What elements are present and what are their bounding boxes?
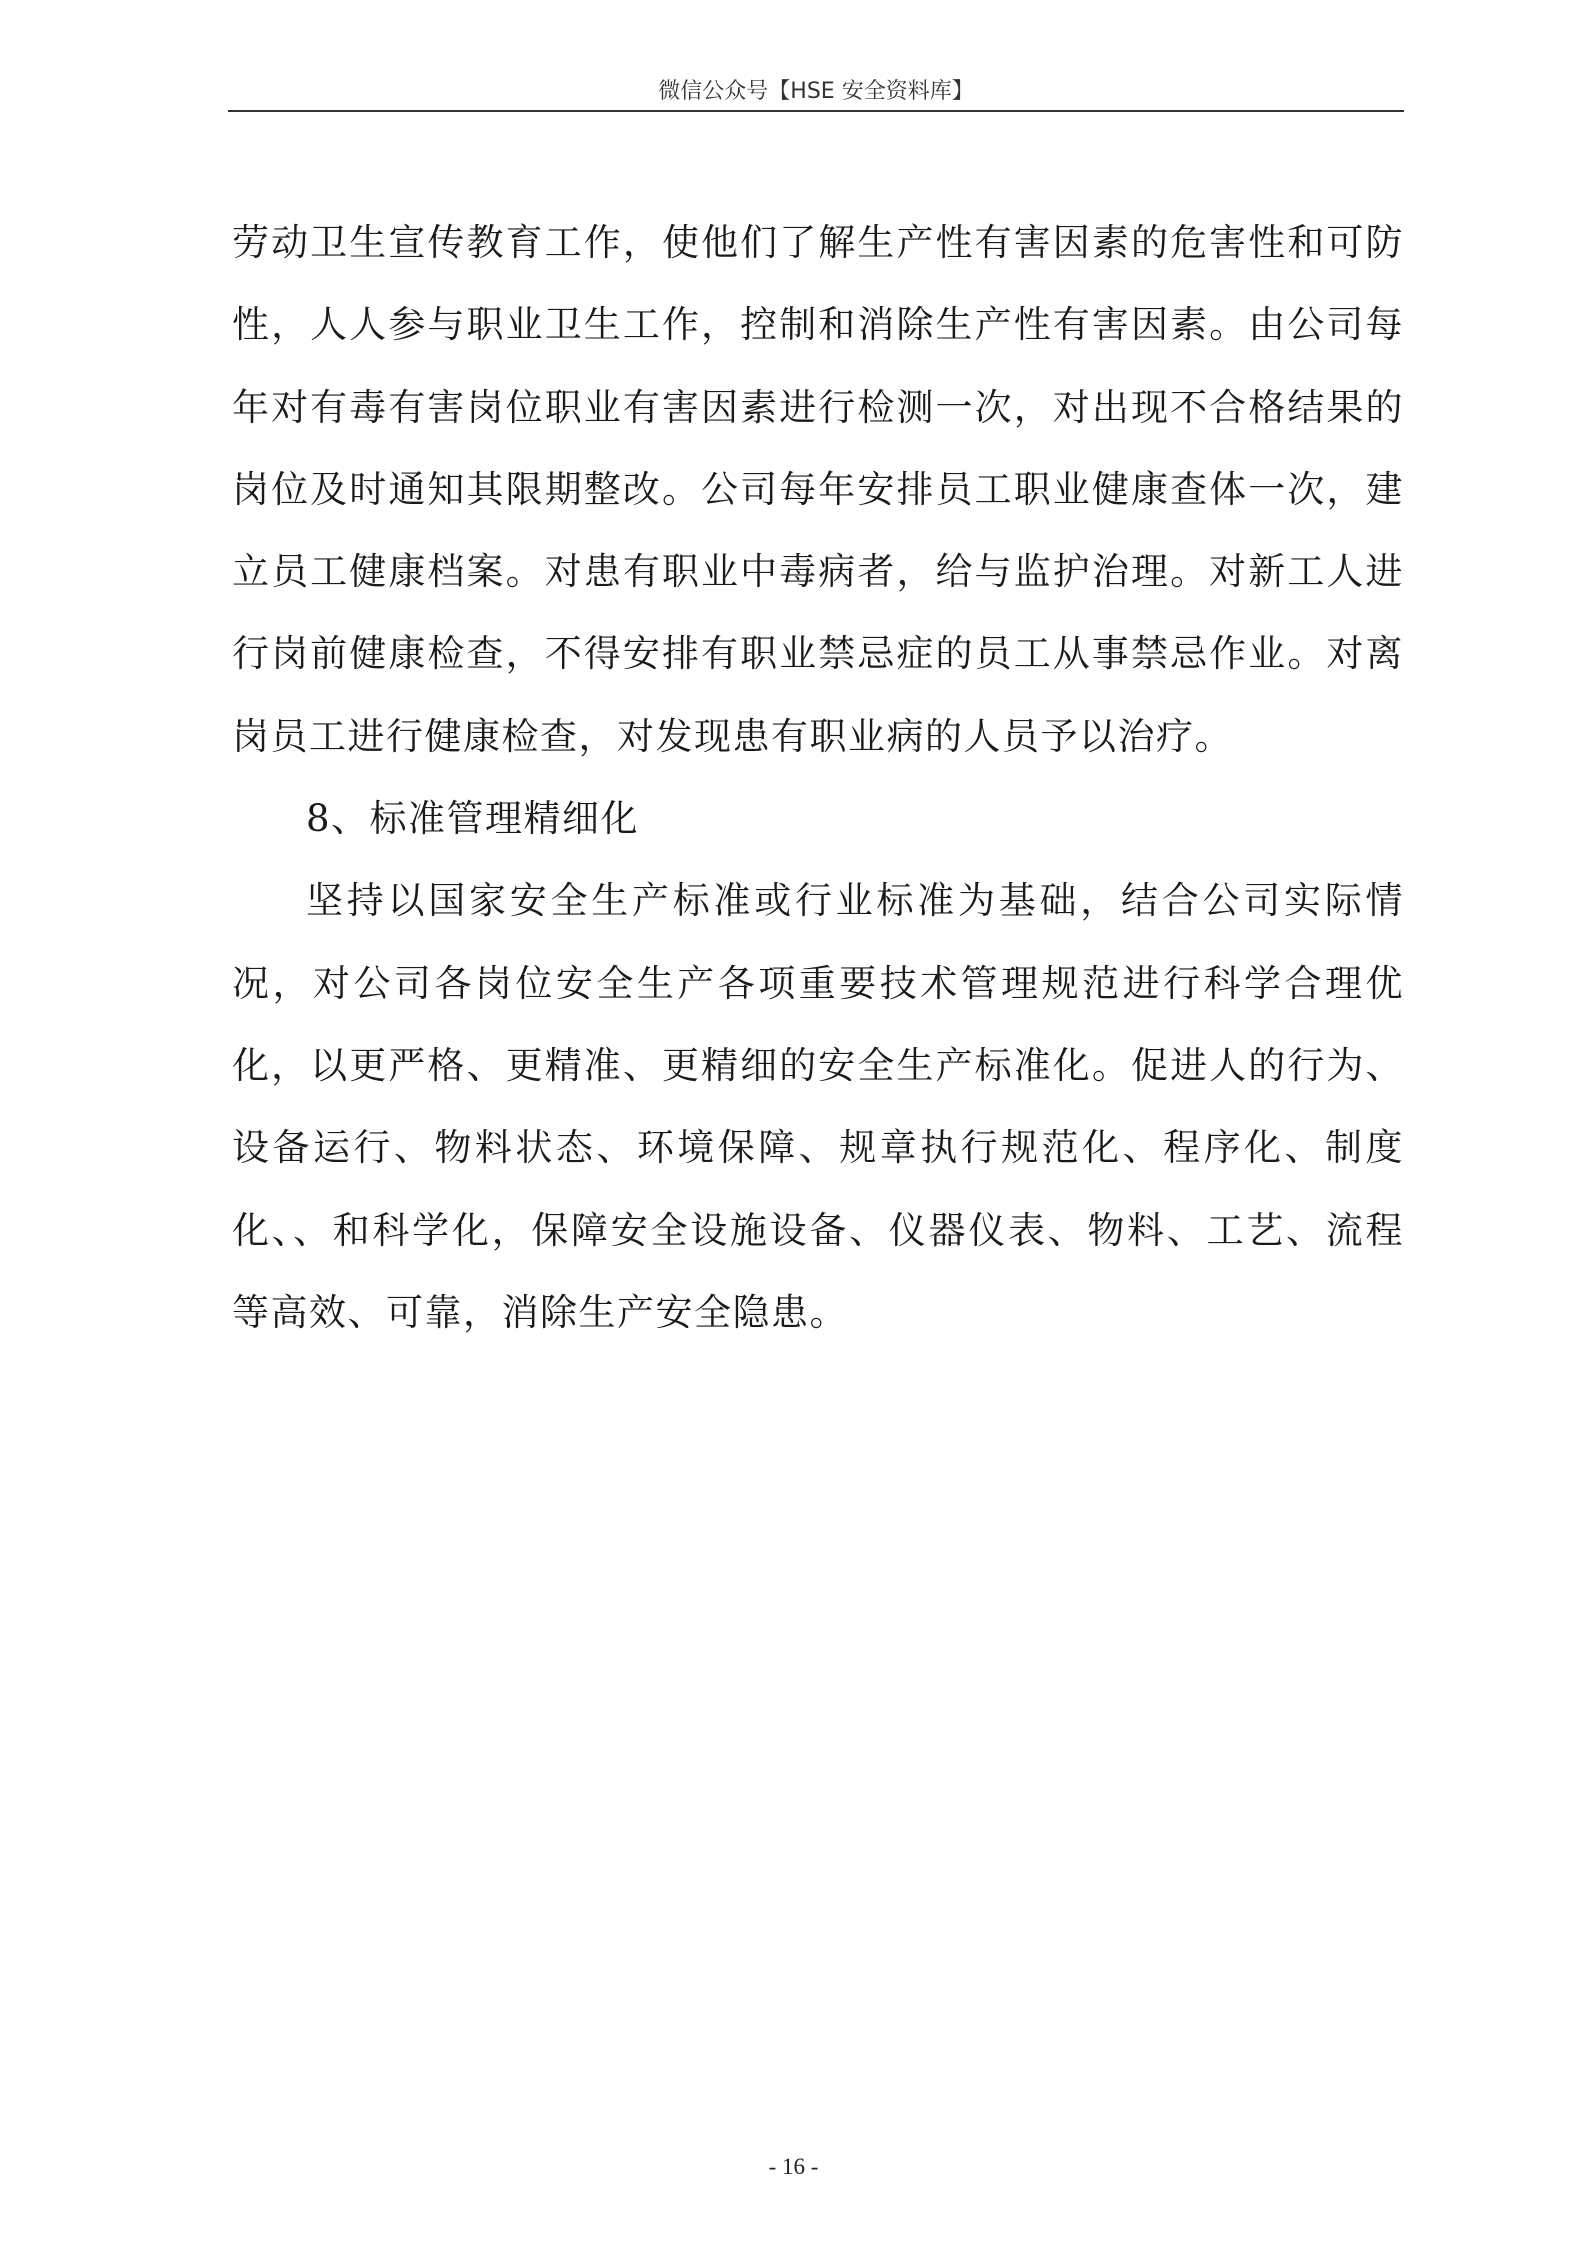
section-heading-8: 8、标准管理精细化 bbox=[306, 797, 640, 841]
paragraph-standard-management: 坚持以国家安全生产标准或行业标准为基础，结合公司实际情况，对公司各岗位安全生产各项重要技术管理规范进行科学合理优化，以更严格、更精准、更精细的安全生产标准化。促进人的行为、设备运行、物料状态、环境保障、规章执行规范化、程序化、制度化、、和科学化，保障安全设施设备、仪器仪表、物料、工艺、流程等高效、可靠，消除生产安全隐患。 bbox=[232, 879, 1404, 1334]
page-header: 微信公众号【HSE 安全资料库】 bbox=[658, 79, 974, 104]
document-body bbox=[232, 202, 1404, 1354]
paragraph-occupational-health: 劳动卫生宣传教育工作，使他们了解生产性有害因素的危害性和可防性，人人参与职业卫生工作，控制和消除生产性有害因素。由公司每年对有毒有害岗位职业有害因素进行检测一次，对出现不合格结果的岗位及时通知其限期整改。公司每年安排员工职业健康查体一次，建立员工健康档案。对患有职业中毒病者，给与监护治理。对新工人进行岗前健康检查，不得安排有职业禁忌症的员工从事禁忌作业。对离岗员工进行健康检查，对发现患有职业病的人员予以治疗。 bbox=[232, 221, 1404, 758]
page-number: - 16 - bbox=[768, 2154, 819, 2179]
header-divider bbox=[228, 110, 1404, 112]
